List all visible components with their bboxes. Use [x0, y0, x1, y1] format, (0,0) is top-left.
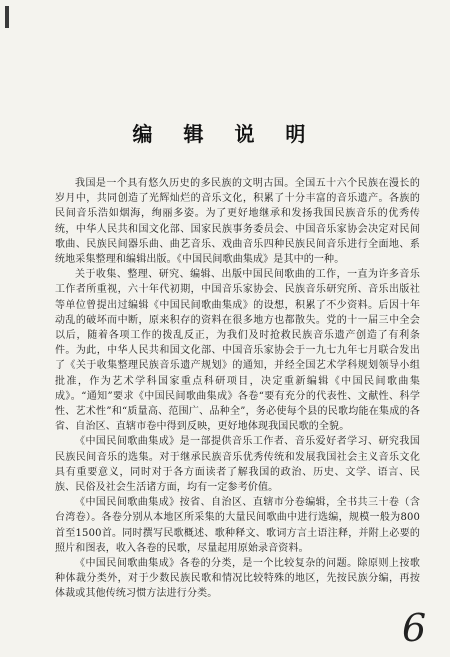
body-text [55, 176, 420, 602]
binding-mark [5, 6, 9, 28]
paragraph-2: 关于收集、整理、研究、编辑、出版中国民间歌曲的工作，一直为许多音乐工作者所重视，六十年代初期，中国音乐家协会、民族音乐研究所、音乐出版社等单位曾提出过编辑《中国民间歌曲集成》的设想，积累了不少资料。后因十年动乱的破坏而中断，原来积存的资料在很多地方也都散失。党的十一届三中全会以后，随着各项工作的拨乱反正，为我们及时抢救民族音乐遗产创造了有利条件。为此，中华人民共和国文化部、中国音乐家协会于一九七九年七月联合发出了《关于收集整理民族音乐遗产规划》的通知，并经全国艺术学科规划领导小组批准，作为艺术学科国家重点科研项目，决定重新编辑《中国民间歌曲集成》。“通知”要求《中国民间歌曲集成》各卷“要有充分的代表性、文献性、科学性、艺术性”和“质量高、范围广、品种全”，务必使每个县的民歌均能在集成的各省、自治区、直辖市卷中得到反映，更好地体现我国民歌的全貌。 [55, 269, 420, 433]
page-number: 6 [402, 606, 427, 650]
paragraph-3: 《中国民间歌曲集成》是一部提供音乐工作者、音乐爱好者学习、研究我国民族民间音乐的选集。对于继承民族音乐优秀传统和发展我国社会主义音乐文化具有重要意义，同时对于各方面读者了解我国的政治、历史、文学、语言、民族、民俗及社会生活诸方面，均有一定参考价值。 [55, 436, 420, 494]
paragraph-1: 我国是一个具有悠久历史的多民族的文明古国。全国五十六个民族在漫长的岁月中，共同创造了光辉灿烂的音乐文化，积累了十分丰富的音乐遗产。各族的民间音乐浩如烟海，绚丽多姿。为了更好地继承和发扬我国民族音乐的优秀传统，中华人民共和国文化部、国家民族事务委员会、中国音乐家协会决定对民间歌曲、民族民间器乐曲、曲艺音乐、戏曲音乐四种民族民间音乐进行全面地、系统地采集整理和编辑出版。《中国民间歌曲集成》是其中的一种。 [55, 178, 420, 266]
paragraph-4: 《中国民间歌曲集成》按省、自治区、直辖市分卷编辑，全书共三十卷（含台湾卷）。各卷分别从本地区所采集的大量民间歌曲中进行选编，规模一般为800首至1500首。同时撰写民歌概述、歌种释文、歌词方言土语注释，并附上必要的照片和图表，收入各卷的民歌，尽量起用原始录音资料。 [55, 497, 420, 554]
page-title: 编 辑 说 明 [132, 122, 318, 146]
paragraph-5: 《中国民间歌曲集成》各卷的分类，是一个比较复杂的问题。除原则上按歌种体裁分类外，对于少数民族民歌和情况比较特殊的地区，先按民族分编，再按体裁或其他传统习惯方法进行分类。 [55, 558, 420, 600]
